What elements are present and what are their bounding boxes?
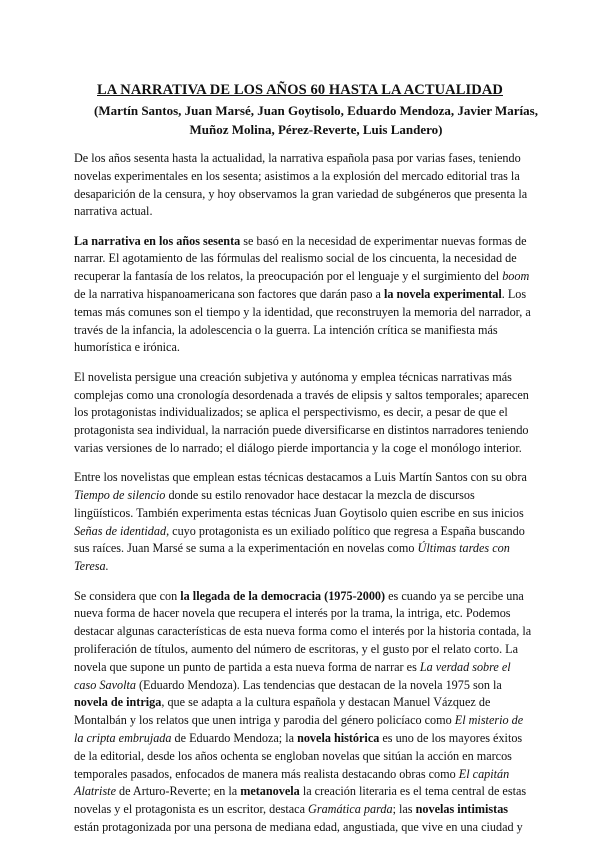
paragraph-novelists: Entre los novelistas que emplean estas técnicas destacamos a Luis Martín Santos con su obra Tiempo de silencio donde su estilo renovador hace destacar la mezcla de discursos lingüísticos. También experimenta estas técnicas Juan Goytisolo quien escribe en sus inicios Señas de identidad, cuyo protagonista es un exiliado político que regresa a España buscando sus raíces. Juan Marsé se suma a la experimentación en novelas como Últimas tardes con Teresa.	[74, 470, 527, 574]
document-title: LA NARRATIVA DE LOS AÑOS 60 HASTA LA ACTUALIDAD	[97, 82, 503, 98]
emphasis-text: metanovela	[240, 784, 300, 799]
paragraph-democracy: Se considera que con la llegada de la democracia (1975-2000) es cuando ya se percibe una nueva forma de hacer novela que recupera el interés por la trama, la intriga, etc. Podemos destacar algunas características de esta nueva forma como el interés por la historia contada, la proliferación de títulos, aumento del número de escritoras, y el gusto por el relato corto. La novela que supone un punto de partida a esta nueva forma de narrar es La verdad sobre el caso Savolta (Eduardo Mendoza). Las tendencias que destacan de la novela 1975 son la novela de intriga, que se adapta a la cultura española y destacan Manuel Vázquez de Montalbán y los relatos que unen intriga y parodia del género policíaco como El misterio de la cripta embrujada de Eduardo Mendoza; la novela histórica es uno de los mayores éxitos de la editorial, desde los años ochenta se engloban novelas que sitúan la acción en marcos temporales pasados, enfocados de manera más realista destacando obras como El capitán Alatriste de Arturo-Reverte; en la metanovela la creación literaria es el tema central de estas novelas y el protagonista es un escritor, destaca Gramática parda; las novelas intimistas están protagonizada por una persona de mediana edad, angustiada, que vive en una ciudad y	[74, 588, 532, 834]
book-title: El misterio de la cripta embrujada	[74, 713, 524, 745]
book-title: La verdad sobre el caso Savolta	[74, 659, 511, 692]
emphasis-text: novela de intriga	[74, 695, 162, 710]
paragraph-intro: De los años sesenta hasta la actualidad, la narrativa española pasa por varias fases, teniendo novelas experimentales en los sesenta; asistimos a la explosión del mercado editorial tras la desaparición de la censura, y hoy observamos la gran variedad de subgéneros que presenta la narrativa actual.	[74, 151, 528, 219]
emphasis-text: novelas intimistas	[415, 802, 509, 817]
book-title: Gramática parda	[308, 802, 393, 817]
emphasis-text: la novela experimental	[383, 287, 502, 302]
paragraph-sixties: La narrativa en los años sesenta se basó en la necesidad de experimentar nuevas formas de narrar. El agotamiento de las fórmulas del realismo social de los cincuenta, la necesidad de recuperar la fantasía de los relatos, la preocupación por el lenguaje y el surgimiento del boom de la narrativa hispanoamericana son factores que darán paso a la novela experimental. Los temas más comunes son el tiempo y la identidad, que reconstruyen la memoria del narrador, a través de la infancia, la adolescencia o la guerra. La intención crítica se manifiesta más humorística e irónica.	[74, 233, 531, 355]
document-body	[74, 150, 534, 848]
italic-term: boom	[502, 269, 530, 284]
emphasis-text: La narrativa en los años sesenta	[74, 233, 241, 248]
document-subtitle: (Martín Santos, Juan Marsé, Juan Goytisolo, Eduardo Mendoza, Javier Marías, Muñoz Molina, Pérez-Reverte, Luis Landero)	[94, 103, 538, 137]
book-title: Señas de identidad	[74, 523, 167, 538]
emphasis-text: la llegada de la democracia (1975-2000)	[180, 588, 386, 603]
book-title: Últimas tardes con Teresa.	[74, 541, 510, 574]
book-title: El capitán Alatriste	[74, 766, 510, 799]
book-title: Tiempo de silencio	[74, 488, 166, 503]
paragraph-techniques: El novelista persigue una creación subjetiva y autónoma y emplea técnicas narrativas más complejas como una cronología desordenada a través de elipsis y saltos temporales; aparecen los protagonistas individualizados; se aplica el perspectivismo, es decir, a pesar de que el protagonista sea individual, la narración puede diversificarse en distintos narradores teniendo varias versiones de lo narrado; el diálogo pierde importancia y la coge el monólogo interior.	[74, 369, 529, 455]
emphasis-text: novela histórica	[297, 730, 380, 745]
